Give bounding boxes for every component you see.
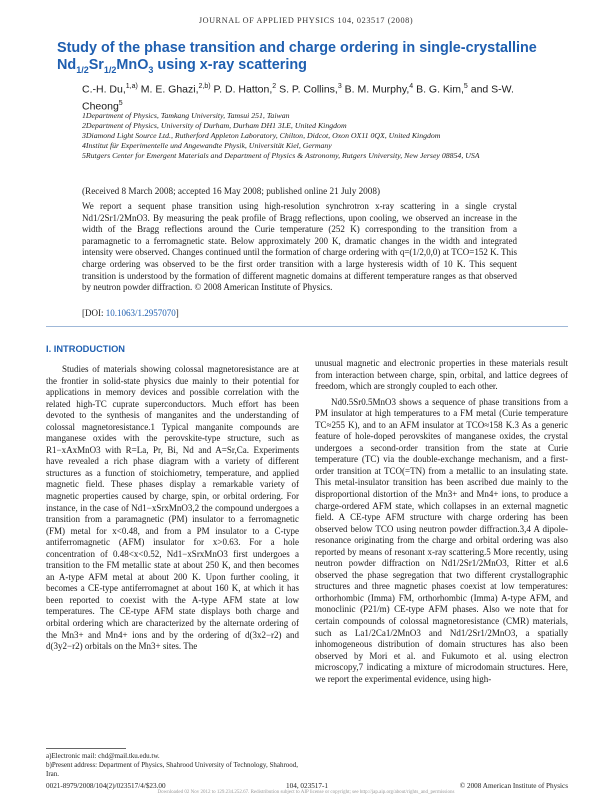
footer-issn: 0021-8979/2008/104(2)/023517/4/$23.00 xyxy=(46,782,166,790)
download-notice: Downloaded 02 Nov 2012 to 129.234.252.67. Redistribution subject to AIP license or copyright; see http://jap.aip.org/about/rights_and_permissions xyxy=(157,790,455,795)
footnote-divider xyxy=(46,748,126,749)
left-column xyxy=(46,364,299,653)
footnotes xyxy=(46,752,306,778)
section-heading: I. INTRODUCTION xyxy=(46,344,126,354)
doi-suffix: ] xyxy=(175,308,179,318)
footer-copyright: © 2008 American Institute of Physics xyxy=(459,782,568,790)
footnote: a)Electronic mail: chd@mail.tku.edu.tw. xyxy=(46,752,160,760)
affiliation: 5Rutgers Center for Emergent Materials and Department of Physics & Astronomy, Rutgers University, New Jersey 08854, USA xyxy=(82,151,480,160)
paragraph: unusual magnetic and electronic properties in these materials result from interaction between charge, spin, orbital, and lattice degrees of freedom, which are strongly coupled to each other. xyxy=(315,358,568,392)
footer-page: 104, 023517-1 xyxy=(286,782,328,790)
author-list: C.-H. Du,$^{1,a)}$ M. E. Ghazi,$^{2,b)}$ P. D. Hatton,$^2$ S. P. Collins,$^3$ B. M. Murphy,$^4$ B. G. Kim,$^5$ and S-W. Cheong$^5$ xyxy=(82,83,514,112)
affiliation: 3Diamond Light Source Ltd., Rutherford Appleton Laboratory, Chilton, Didcot, Oxon OX11 0QX, United Kingdom xyxy=(82,131,441,140)
affiliation: 2Department of Physics, University of Durham, Durham DH1 3LE, United Kingdom xyxy=(82,121,347,130)
right-column xyxy=(315,358,568,685)
journal-header: JOURNAL OF APPLIED PHYSICS 104, 023517 (2008) xyxy=(198,16,414,25)
affiliation: 1Department of Physics, Tamkang University, Tamsui 251, Taiwan xyxy=(82,111,290,120)
paragraph: Studies of materials showing colossal magnetoresistance are at the frontier in solid-state physics due mainly to their potential for applications in memory devices and possible correlation with the related high-TC cuprate superconductors. Much effort has been devoted to the synthesis of manganites and the understanding of colossal magnetoresistance.1 Typical manganite compounds are manganese oxides with the perovskite-type structure, such as R1−xAxMnO3 with R=La, Pr, Bi, Nd and A=Sr,Ca. Experiments have revealed a rich phase diagram with a variety of different structures as a function of stoichiometry, temperature, and applied magnetic field. These phases display a remarkable variety of magnetic properties caused by charge, spin, or orbital ordering. For instance, in the case of Nd1−xSrxMnO3,2 the compound undergoes a transition from a paramagnetic (PM) insulator to a ferromagnetic (FM) metal for x<0.48, and from a PM insulator to a C-type antiferromagnetic (AFM) insulator for x>0.63. For a hole concentration of 0.48<x<0.52, Nd1−xSrxMnO3 first undergoes a transition to the FM metallic state at about 250 K, and then becomes an A-type AFM metal at about 200 K. Upon further cooling, it becomes a CE-type antiferromagnet at about 160 K, at which it has been reported to coexist with the A-type AFM state at low temperatures. The CE-type AFM state displays both charge and orbital ordering which are characterized by the alternate ordering of the Mn3+ and Mn4+ ions and by the ordering of d(3x2−r2) and d(3y2−r2) orbitals on the Mn3+ sites. The xyxy=(46,364,299,652)
footnote: b)Present address: Department of Physics, Shahrood University of Technology, Shahrood, Iran. xyxy=(46,760,299,778)
paragraph: Nd0.5Sr0.5MnO3 shows a sequence of phase transitions from a PM insulator at high temperatures to a FM metal (Curie temperature TC≈255 K), and to an AFM insulator at TCO≈158 K.3 As a generic feature of hole-doped perovskites of manganese oxides, the crystal undergoes a second-order transition from the state at Curie temperature (TC) via the double-exchange mechanism, and a first-order transition at TCO(=TN) from a metallic to an insulating state. This metal-insulator transition has been ascribed due mainly to the disproportional distortion of the Mn3+ and Mn4+ ions, to produce a charge-ordered AFM state, which collapses in an external magnetic field. A CE-type AFM structure with charge ordering has been observed below TCO using neutron powder diffraction.3,4 A dipole-resonance originating from the charge and orbital ordering was also reported by means of resonant x-ray scattering.5 More recently, using neutron powder diffraction on Nd1/2Sr1/2MnO3, Ritter et al.6 observed the phase segregation that two different crystallographic structures and three magnetic phases coexist at low temperatures: orthorhombic (Imma) FM, orthorhombic (Imma) A-type AFM, and monoclinic (P21/m) CE-type AFM phases. Also we note that for certain compounds of colossal magnetoresistance (CMR) materials, such as La1/2Ca1/2MnO3 and Nd1/2Sr1/2MnO3, a spatially inhomogeneous distribution of domain structures has also been observed by Mori et al. and Fukumoto et al. using electron microscopy,7 indicating a mixture of microdomain structures. Here, we report the experimental evidence, using high- xyxy=(315,396,568,684)
abstract-divider xyxy=(46,326,568,327)
article-title: Study of the phase transition and charge ordering in single-crystalline $Nd_{1/2}Sr_{1/2}MnO_3$ using x-ray scattering xyxy=(57,40,537,75)
affiliation: 4Institut für Experimentelle und Angewandte Physik, Universität Kiel, Germany xyxy=(82,141,332,150)
doi-line xyxy=(82,308,179,318)
doi-prefix: [DOI: xyxy=(82,308,106,318)
abstract: We report a sequent phase transition using high-resolution synchrotron x-ray scattering in a single crystal Nd1/2Sr1/2MnO3. By measuring the peak profile of Bragg reflections, upon cooling, we observed an increase in the width of the Bragg reflections around the Curie temperature (252 K) corresponding to the transition from a paramagnetic to a ferromagnetic state. Below approximately 200 K, dramatic changes in the width and integrated intensity were observed. Changes continued until the formation of charge ordering with q=(1/2,0,0) at TCO=152 K. This charge ordering was observed to be the first order transition with a large hysteresis width of 10 K. This sequent transition is understood by the formation of different magnetic domains at different temperature ranges as that observed by neutron powder diffraction. © 2008 American Institute of Physics. xyxy=(82,201,517,293)
affiliations xyxy=(82,111,532,161)
doi-link[interactable]: 10.1063/1.2957070 xyxy=(105,308,176,318)
received-dates: (Received 8 March 2008; accepted 16 May 2008; published online 21 July 2008) xyxy=(82,186,381,196)
